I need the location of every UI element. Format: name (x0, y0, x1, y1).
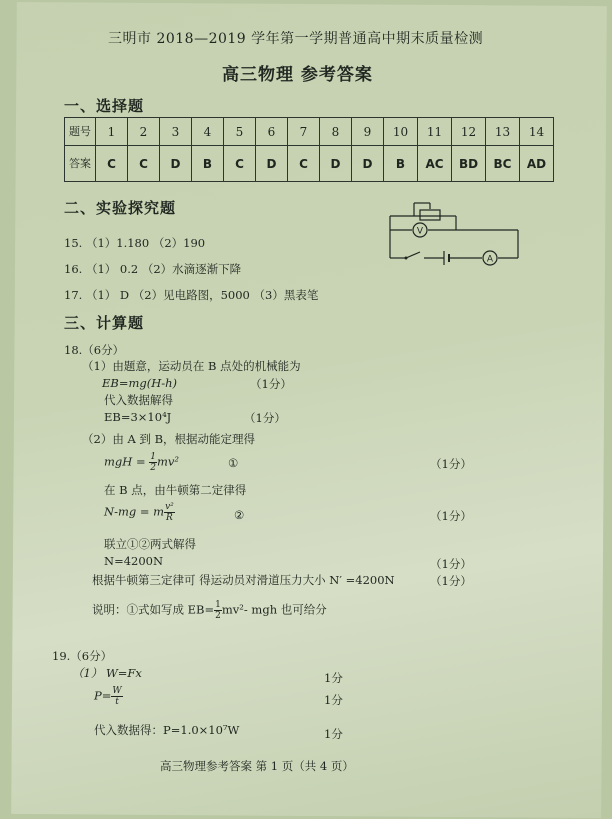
answer-cell: C (128, 146, 160, 182)
question-number: 8 (320, 118, 352, 146)
eq-left: P= (94, 688, 112, 703)
answer-cell: BD (452, 146, 486, 182)
q18-eq-result-score: （1分） (244, 411, 286, 425)
answer-row (65, 146, 554, 182)
answer-cell: C (224, 146, 256, 182)
section-title-multiple-choice: 一、选择题 (64, 97, 145, 115)
q18-eq-newton-score: （1分） (430, 509, 472, 523)
rheostat-icon (420, 210, 440, 220)
q18-eq-normal-score: （1分） (430, 557, 472, 571)
question-number: 2 (128, 118, 160, 146)
note-text: mv²- mgh 也可给分 (221, 602, 327, 617)
question-number: 14 (520, 118, 554, 146)
frac-den: R (166, 513, 173, 523)
answer-cell: D (160, 146, 192, 182)
answer-cell: B (192, 146, 224, 182)
fraction-half (214, 600, 222, 621)
q18-eq-kinetic (104, 452, 179, 473)
question-number: 3 (160, 118, 192, 146)
eq-left: mgH = (104, 454, 146, 469)
row-header-number: 题号 (65, 118, 96, 146)
question-number-row (65, 118, 554, 146)
answer-cell: AC (418, 146, 452, 182)
q18-eq-energy-score: （1分） (250, 377, 292, 391)
q19-eq-power (94, 686, 123, 707)
question-number: 10 (384, 118, 418, 146)
answer-table (64, 117, 554, 182)
question-number: 6 (256, 118, 288, 146)
exam-title: 三明市 2018—2019 学年第一学期普通高中期末质量检测 (108, 31, 484, 47)
q18-substitute: 代入数据解得 (104, 393, 173, 407)
answer-cell: AD (520, 146, 554, 182)
answer-cell: BC (486, 146, 520, 182)
q19-eq-work-score: 1分 (324, 671, 343, 685)
frac-den: 2 (215, 611, 221, 621)
circuit-diagram (382, 200, 522, 272)
q19-eq-result-score: 1分 (324, 727, 343, 741)
q18-step5-score: （1分） (430, 574, 472, 588)
question-number: 1 (96, 118, 128, 146)
q18-mark-2: ② (234, 508, 245, 522)
question-number: 12 (452, 118, 486, 146)
answer-cell: C (288, 146, 320, 182)
document-title: 高三物理 参考答案 (222, 65, 373, 85)
answer-cell: D (320, 146, 352, 182)
page-footer: 高三物理参考答案 第 1 页（共 4 页） (160, 759, 354, 773)
answer-q16: 16. （1） 0.2 （2）水滴逐渐下降 (64, 262, 242, 276)
fraction-w-over-t (111, 686, 122, 707)
frac-num: 1 (215, 600, 221, 610)
answer-cell: D (256, 146, 288, 182)
question-number: 7 (288, 118, 320, 146)
q18-note (92, 600, 327, 621)
question-number: 5 (224, 118, 256, 146)
q19-heading: 19.（6分） (52, 649, 113, 663)
q18-step2: （2）由 A 到 B，根据动能定理得 (82, 432, 256, 446)
q18-step5: 根据牛顿第三定律可 得运动员对滑道压力大小 N′ =4200N (92, 573, 395, 587)
frac-den: 2 (150, 463, 156, 473)
fraction-half (149, 452, 157, 473)
q18-eq-newton (104, 502, 175, 523)
q18-eq-normal: N=4200N (104, 554, 164, 568)
eq-right: mv² (156, 454, 179, 469)
eq-left: N-mg = m (104, 504, 165, 519)
answer-q17: 17. （1） D （2）见电路图，5000 （3）黑表笔 (64, 288, 319, 302)
q18-step1: （1）由题意，运动员在 B 点处的机械能为 (82, 359, 301, 373)
answer-q15: 15. （1）1.180 （2）190 (64, 236, 206, 250)
section-title-experiment: 二、实验探究题 (64, 199, 177, 217)
answer-cell: C (96, 146, 128, 182)
voltmeter-label: V (416, 226, 424, 237)
answer-cell: D (352, 146, 384, 182)
ammeter-label: A (486, 254, 494, 265)
question-number: 13 (486, 118, 520, 146)
q19-eq-power-score: 1分 (324, 693, 343, 707)
q18-mark-1: ① (228, 456, 239, 470)
q18-step3: 在 B 点，由牛顿第二定律得 (104, 483, 247, 497)
fraction-v2-over-r (164, 502, 175, 523)
section-title-calculation: 三、计算题 (64, 314, 145, 332)
row-header-answer: 答案 (65, 146, 96, 182)
q18-step4: 联立①②两式解得 (104, 537, 196, 551)
question-number: 11 (418, 118, 452, 146)
question-number: 9 (352, 118, 384, 146)
note-text: 说明：①式如写成 EB= (92, 602, 215, 617)
frac-den: t (115, 697, 119, 707)
q18-eq-kinetic-score: （1分） (430, 457, 472, 471)
q18-heading: 18.（6分） (64, 343, 125, 357)
q19-eq-result: 代入数据得：P=1.0×10⁷W (94, 723, 240, 737)
q19-eq-work: （1） W=Fx (72, 666, 142, 680)
question-number: 4 (192, 118, 224, 146)
q18-eq-result: EB=3×10⁴J (104, 410, 172, 424)
frac-num: v² (165, 502, 174, 512)
q18-eq-energy: EB=mg(H-h) (102, 376, 178, 390)
answer-cell: B (384, 146, 418, 182)
frac-num: 1 (150, 452, 156, 462)
switch-icon (406, 252, 420, 258)
frac-num: W (112, 686, 122, 696)
